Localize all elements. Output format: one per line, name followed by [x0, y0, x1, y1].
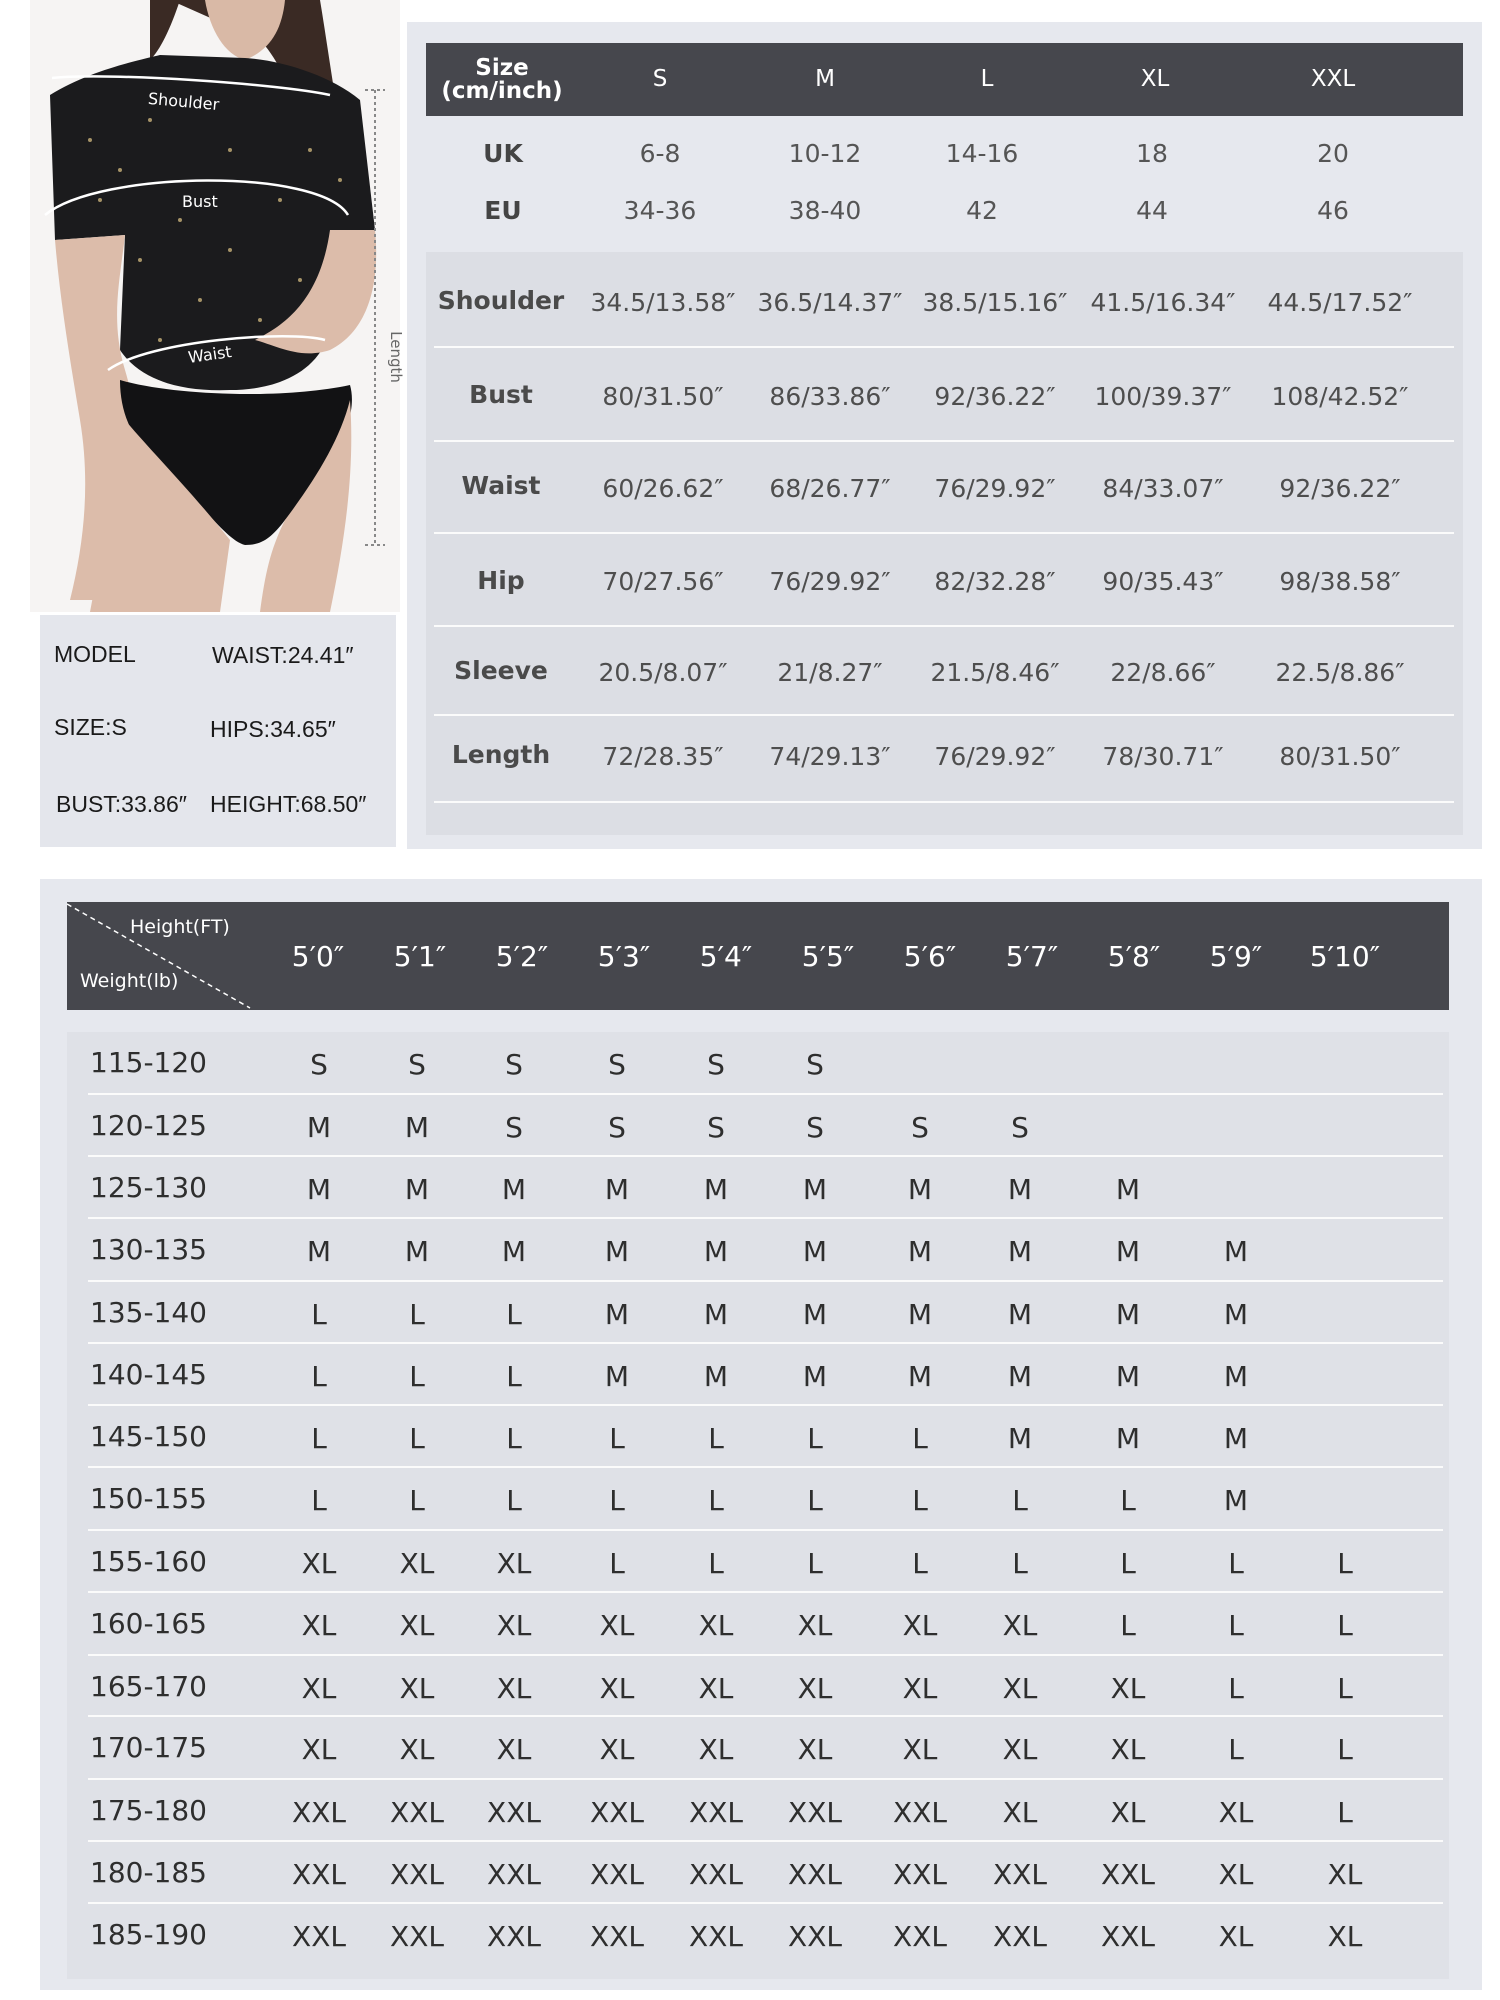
- size-recommendation-cell: M: [404, 1235, 430, 1268]
- size-recommendation-cell: M: [1223, 1422, 1249, 1455]
- size-recommendation-cell: XL: [797, 1733, 833, 1766]
- size-recommendation-cell: XL: [902, 1672, 938, 1705]
- size-col-header: XXL: [1310, 66, 1356, 92]
- size-recommendation-cell: M: [703, 1360, 729, 1393]
- size-recommendation-cell: S: [408, 1048, 426, 1081]
- size-recommendation-cell: XL: [698, 1733, 734, 1766]
- measure-value: 76/29.92″: [769, 567, 891, 596]
- measure-value: 90/35.43″: [1102, 567, 1224, 596]
- size-recommendation-cell: L: [708, 1484, 724, 1517]
- size-recommendation-cell: S: [310, 1048, 328, 1081]
- weight-range-label: 145-150: [90, 1420, 207, 1453]
- size-recommendation-cell: L: [807, 1484, 823, 1517]
- size-recommendation-cell: M: [1115, 1235, 1141, 1268]
- size-recommendation-cell: M: [1223, 1360, 1249, 1393]
- size-recommendation-cell: M: [703, 1235, 729, 1268]
- weight-range-label: 185-190: [90, 1918, 207, 1951]
- size-recommendation-cell: M: [907, 1360, 933, 1393]
- size-recommendation-cell: M: [802, 1235, 828, 1268]
- size-recommendation-cell: S: [707, 1111, 725, 1144]
- size-recommendation-cell: L: [506, 1484, 522, 1517]
- size-recommendation-cell: L: [506, 1360, 522, 1393]
- model-bust: BUST:33.86″: [56, 791, 187, 817]
- size-recommendation-cell: XXL: [390, 1796, 444, 1829]
- row-divider: [88, 1529, 1443, 1531]
- row-divider: [434, 532, 1454, 534]
- size-recommendation-cell: XL: [1002, 1733, 1038, 1766]
- measure-value: 21/8.27″: [777, 658, 883, 687]
- size-recommendation-cell: XXL: [893, 1796, 947, 1829]
- uk-value: 18: [1136, 139, 1168, 168]
- size-recommendation-cell: M: [802, 1360, 828, 1393]
- size-recommendation-cell: XL: [1110, 1733, 1146, 1766]
- size-recommendation-cell: L: [1120, 1484, 1136, 1517]
- size-recommendation-cell: XXL: [993, 1858, 1047, 1891]
- size-recommendation-cell: M: [802, 1173, 828, 1206]
- size-recommendation-cell: L: [1337, 1796, 1353, 1829]
- measure-value: 20.5/8.07″: [598, 658, 728, 687]
- uk-value: 14-16: [945, 139, 1019, 168]
- measure-value: 72/28.35″: [602, 742, 724, 771]
- measure-value: 68/26.77″: [769, 474, 891, 503]
- size-recommendation-cell: M: [1115, 1298, 1141, 1331]
- row-divider: [434, 346, 1454, 348]
- size-recommendation-cell: M: [501, 1235, 527, 1268]
- size-recommendation-cell: L: [708, 1547, 724, 1580]
- size-recommendation-cell: XXL: [292, 1858, 346, 1891]
- size-recommendation-cell: L: [912, 1547, 928, 1580]
- shoulder-label: Shoulder: [147, 88, 220, 115]
- size-recommendation-cell: XL: [1327, 1920, 1363, 1953]
- size-recommendation-cell: XXL: [390, 1858, 444, 1891]
- size-recommendation-cell: XL: [797, 1609, 833, 1642]
- height-col-header: 5′7″: [1005, 939, 1059, 973]
- size-recommendation-cell: S: [505, 1048, 523, 1081]
- size-recommendation-cell: XXL: [487, 1858, 541, 1891]
- size-recommendation-cell: XL: [1110, 1672, 1146, 1705]
- measure-value: 44.5/17.52″: [1267, 288, 1413, 317]
- size-recommendation-cell: XL: [1002, 1672, 1038, 1705]
- size-recommendation-cell: S: [1011, 1111, 1029, 1144]
- size-recommendation-cell: XL: [301, 1733, 337, 1766]
- size-recommendation-cell: XL: [496, 1609, 532, 1642]
- size-recommendation-cell: L: [708, 1422, 724, 1455]
- measure-value: 60/26.62″: [602, 474, 724, 503]
- size-recommendation-cell: L: [311, 1360, 327, 1393]
- weight-range-label: 150-155: [90, 1482, 207, 1515]
- size-recommendation-cell: L: [609, 1422, 625, 1455]
- row-divider: [88, 1840, 1443, 1842]
- measure-value: 21.5/8.46″: [930, 658, 1060, 687]
- size-recommendation-cell: L: [807, 1547, 823, 1580]
- measure-value: 76/29.92″: [934, 742, 1056, 771]
- size-recommendation-cell: M: [1007, 1173, 1033, 1206]
- size-recommendation-cell: XXL: [487, 1796, 541, 1829]
- size-recommendation-cell: L: [1337, 1672, 1353, 1705]
- size-chart-title-line2: (cm/inch): [441, 77, 563, 104]
- size-recommendation-cell: L: [506, 1298, 522, 1331]
- size-recommendation-cell: M: [1223, 1298, 1249, 1331]
- size-recommendation-cell: L: [311, 1484, 327, 1517]
- model-waist: WAIST:24.41″: [212, 642, 354, 668]
- size-recommendation-cell: L: [1228, 1609, 1244, 1642]
- size-recommendation-cell: XL: [902, 1733, 938, 1766]
- bust-label: Bust: [182, 192, 218, 211]
- size-col-header: XL: [1140, 66, 1170, 92]
- measure-value: 98/38.58″: [1279, 567, 1401, 596]
- size-recommendation-cell: M: [1007, 1360, 1033, 1393]
- size-recommendation-cell: XL: [301, 1672, 337, 1705]
- weight-range-label: 115-120: [90, 1046, 207, 1079]
- measure-value: 38.5/15.16″: [922, 288, 1068, 317]
- size-col-header: M: [815, 66, 835, 92]
- size-recommendation-cell: XL: [399, 1547, 435, 1580]
- size-chart-title: [432, 43, 572, 116]
- measure-value: 84/33.07″: [1102, 474, 1224, 503]
- weight-range-label: 165-170: [90, 1670, 207, 1703]
- model-hips: HIPS:34.65″: [210, 716, 336, 742]
- size-recommendation-cell: XXL: [893, 1858, 947, 1891]
- size-recommendation-cell: M: [907, 1298, 933, 1331]
- height-col-header: 5′0″: [291, 939, 345, 973]
- model-figure-illustration: [30, 0, 400, 612]
- size-recommendation-cell: M: [703, 1173, 729, 1206]
- size-recommendation-cell: XXL: [487, 1920, 541, 1953]
- row-divider: [88, 1715, 1443, 1717]
- size-recommendation-cell: XL: [496, 1547, 532, 1580]
- size-recommendation-cell: L: [609, 1547, 625, 1580]
- size-recommendation-cell: XXL: [689, 1858, 743, 1891]
- corner-weight-label: Weight(lb): [80, 970, 179, 992]
- row-divider: [434, 625, 1454, 627]
- size-recommendation-cell: S: [806, 1048, 824, 1081]
- size-recommendation-cell: XL: [1218, 1796, 1254, 1829]
- size-recommendation-cell: L: [1120, 1609, 1136, 1642]
- size-recommendation-cell: XL: [1110, 1796, 1146, 1829]
- size-recommendation-cell: XL: [599, 1733, 635, 1766]
- size-recommendation-cell: L: [311, 1298, 327, 1331]
- row-divider: [88, 1404, 1443, 1406]
- weight-range-label: 155-160: [90, 1545, 207, 1578]
- size-recommendation-cell: M: [1223, 1235, 1249, 1268]
- measure-value: 41.5/16.34″: [1090, 288, 1236, 317]
- height-col-header: 5′6″: [903, 939, 957, 973]
- height-col-header: 5′2″: [495, 939, 549, 973]
- size-recommendation-cell: XL: [1327, 1858, 1363, 1891]
- size-recommendation-cell: M: [1223, 1484, 1249, 1517]
- waist-label: Waist: [186, 342, 233, 367]
- size-recommendation-cell: XXL: [1101, 1858, 1155, 1891]
- size-col-header: L: [980, 66, 994, 92]
- size-recommendation-cell: XXL: [788, 1796, 842, 1829]
- size-recommendation-cell: L: [912, 1422, 928, 1455]
- size-recommendation-cell: L: [1228, 1547, 1244, 1580]
- size-recommendation-cell: L: [1120, 1547, 1136, 1580]
- height-col-header: 5′3″: [597, 939, 651, 973]
- measure-value: 76/29.92″: [934, 474, 1056, 503]
- row-divider: [88, 1591, 1443, 1593]
- measure-value: 92/36.22″: [934, 382, 1056, 411]
- size-recommendation-cell: S: [608, 1048, 626, 1081]
- measure-value: 82/32.28″: [934, 567, 1056, 596]
- size-recommendation-cell: XL: [1002, 1609, 1038, 1642]
- size-recommendation-cell: S: [806, 1111, 824, 1144]
- measure-value: 80/31.50″: [1279, 742, 1401, 771]
- size-recommendation-cell: M: [306, 1111, 332, 1144]
- measure-value: 100/39.37″: [1094, 382, 1232, 411]
- measure-label-hip: Hip: [477, 566, 525, 595]
- size-recommendation-cell: L: [609, 1484, 625, 1517]
- measure-value: 22.5/8.86″: [1275, 658, 1405, 687]
- length-label: Length: [386, 331, 405, 383]
- model-height: HEIGHT:68.50″: [210, 791, 367, 817]
- row-divider: [88, 1902, 1443, 1904]
- eu-value: 34-36: [623, 196, 697, 225]
- size-recommendation-cell: XXL: [689, 1796, 743, 1829]
- measure-value: 22/8.66″: [1110, 658, 1216, 687]
- weight-range-label: 135-140: [90, 1296, 207, 1329]
- weight-range-label: 175-180: [90, 1794, 207, 1827]
- weight-range-label: 160-165: [90, 1607, 207, 1640]
- size-recommendation-cell: XL: [496, 1733, 532, 1766]
- height-col-header: 5′5″: [801, 939, 855, 973]
- size-recommendation-cell: M: [604, 1173, 630, 1206]
- size-recommendation-cell: XXL: [893, 1920, 947, 1953]
- size-recommendation-cell: M: [604, 1360, 630, 1393]
- size-recommendation-cell: XL: [902, 1609, 938, 1642]
- size-recommendation-cell: S: [505, 1111, 523, 1144]
- row-divider: [88, 1654, 1443, 1656]
- size-recommendation-cell: L: [409, 1422, 425, 1455]
- size-recommendation-cell: L: [311, 1422, 327, 1455]
- size-recommendation-cell: L: [807, 1422, 823, 1455]
- size-recommendation-cell: XL: [301, 1547, 337, 1580]
- size-recommendation-cell: M: [501, 1173, 527, 1206]
- measure-value: 78/30.71″: [1102, 742, 1224, 771]
- model-size: SIZE:S: [54, 714, 127, 740]
- measure-label-waist: Waist: [461, 471, 541, 500]
- row-divider: [88, 1778, 1443, 1780]
- size-recommendation-cell: XL: [399, 1733, 435, 1766]
- size-recommendation-cell: L: [506, 1422, 522, 1455]
- size-recommendation-cell: M: [1115, 1173, 1141, 1206]
- row-divider: [434, 440, 1454, 442]
- size-recommendation-cell: XXL: [590, 1920, 644, 1953]
- size-recommendation-cell: XL: [1218, 1858, 1254, 1891]
- size-recommendation-cell: S: [911, 1111, 929, 1144]
- size-recommendation-cell: L: [409, 1360, 425, 1393]
- measure-value: 70/27.56″: [602, 567, 724, 596]
- size-recommendation-cell: S: [707, 1048, 725, 1081]
- eu-value: 38-40: [788, 196, 862, 225]
- size-recommendation-cell: XL: [1002, 1796, 1038, 1829]
- size-recommendation-cell: XL: [496, 1672, 532, 1705]
- size-recommendation-cell: M: [907, 1173, 933, 1206]
- weight-range-label: 140-145: [90, 1358, 207, 1391]
- size-recommendation-cell: L: [1337, 1609, 1353, 1642]
- size-recommendation-cell: XXL: [390, 1920, 444, 1953]
- size-recommendation-cell: M: [802, 1298, 828, 1331]
- size-recommendation-cell: L: [1337, 1733, 1353, 1766]
- row-divider: [88, 1217, 1443, 1219]
- size-recommendation-cell: M: [404, 1173, 430, 1206]
- height-col-header: 5′1″: [393, 939, 447, 973]
- row-divider: [88, 1342, 1443, 1344]
- model-photo: [30, 0, 405, 612]
- uk-label: UK: [483, 139, 523, 168]
- size-recommendation-cell: XXL: [292, 1796, 346, 1829]
- size-recommendation-cell: L: [409, 1298, 425, 1331]
- size-recommendation-cell: L: [1228, 1672, 1244, 1705]
- size-recommendation-cell: XL: [698, 1609, 734, 1642]
- size-recommendation-cell: M: [306, 1173, 332, 1206]
- size-recommendation-cell: M: [604, 1298, 630, 1331]
- size-recommendation-cell: XXL: [1101, 1920, 1155, 1953]
- size-recommendation-cell: XL: [399, 1609, 435, 1642]
- row-divider: [434, 714, 1454, 716]
- size-recommendation-cell: XXL: [590, 1796, 644, 1829]
- uk-value: 10-12: [788, 139, 862, 168]
- size-recommendation-cell: XXL: [590, 1858, 644, 1891]
- size-recommendation-cell: XXL: [993, 1920, 1047, 1953]
- weight-range-label: 180-185: [90, 1856, 207, 1889]
- weight-range-label: 170-175: [90, 1731, 207, 1764]
- size-recommendation-cell: M: [404, 1111, 430, 1144]
- eu-value: 46: [1317, 196, 1349, 225]
- weight-range-label: 120-125: [90, 1109, 207, 1142]
- size-recommendation-cell: XL: [399, 1672, 435, 1705]
- measure-label-bust: Bust: [469, 380, 533, 409]
- height-col-header: 5′10″: [1309, 939, 1381, 973]
- row-divider: [88, 1093, 1443, 1095]
- uk-value: 20: [1317, 139, 1349, 168]
- size-recommendation-cell: L: [1228, 1733, 1244, 1766]
- measure-label-shoulder: Shoulder: [437, 286, 565, 315]
- size-recommendation-cell: S: [608, 1111, 626, 1144]
- size-col-header: S: [652, 66, 668, 92]
- size-recommendation-cell: L: [1337, 1547, 1353, 1580]
- size-recommendation-cell: XL: [599, 1609, 635, 1642]
- size-recommendation-cell: M: [1007, 1235, 1033, 1268]
- row-divider: [88, 1466, 1443, 1468]
- height-col-header: 5′4″: [699, 939, 753, 973]
- size-chart-title-line1: Size: [475, 54, 529, 81]
- measure-value: 74/29.13″: [769, 742, 891, 771]
- measure-value: 36.5/14.37″: [757, 288, 903, 317]
- row-divider: [88, 1155, 1443, 1157]
- size-recommendation-cell: M: [306, 1235, 332, 1268]
- size-recommendation-cell: XL: [599, 1672, 635, 1705]
- size-recommendation-cell: M: [604, 1235, 630, 1268]
- weight-range-label: 125-130: [90, 1171, 207, 1204]
- measure-label-length: Length: [451, 740, 551, 769]
- size-recommendation-cell: XXL: [292, 1920, 346, 1953]
- model-title: MODEL: [54, 641, 136, 667]
- height-col-header: 5′8″: [1107, 939, 1161, 973]
- size-recommendation-cell: L: [912, 1484, 928, 1517]
- row-divider: [88, 1280, 1443, 1282]
- size-recommendation-cell: XXL: [788, 1858, 842, 1891]
- measure-value: 108/42.52″: [1271, 382, 1409, 411]
- uk-value: 6-8: [639, 139, 681, 168]
- size-recommendation-cell: L: [1012, 1547, 1028, 1580]
- size-recommendation-cell: L: [409, 1484, 425, 1517]
- size-recommendation-cell: XL: [1218, 1920, 1254, 1953]
- size-recommendation-cell: XL: [301, 1609, 337, 1642]
- size-recommendation-cell: M: [1115, 1360, 1141, 1393]
- corner-height-label: Height(FT): [130, 916, 230, 938]
- size-recommendation-cell: M: [1115, 1422, 1141, 1455]
- eu-value: 44: [1136, 196, 1168, 225]
- size-recommendation-cell: L: [1012, 1484, 1028, 1517]
- size-recommendation-cell: XL: [698, 1672, 734, 1705]
- measure-value: 34.5/13.58″: [590, 288, 736, 317]
- row-divider: [434, 801, 1454, 803]
- size-recommendation-cell: XL: [797, 1672, 833, 1705]
- measure-value: 86/33.86″: [769, 382, 891, 411]
- size-recommendation-cell: M: [703, 1298, 729, 1331]
- eu-value: 42: [966, 196, 998, 225]
- measure-value: 80/31.50″: [602, 382, 724, 411]
- size-recommendation-cell: XXL: [788, 1920, 842, 1953]
- measure-value: 92/36.22″: [1279, 474, 1401, 503]
- weight-range-label: 130-135: [90, 1233, 207, 1266]
- size-recommendation-cell: M: [1007, 1422, 1033, 1455]
- measure-label-sleeve: Sleeve: [454, 656, 548, 685]
- size-recommendation-cell: XXL: [689, 1920, 743, 1953]
- eu-label: EU: [484, 196, 522, 225]
- size-recommendation-cell: M: [907, 1235, 933, 1268]
- height-col-header: 5′9″: [1209, 939, 1263, 973]
- size-recommendation-cell: M: [1007, 1298, 1033, 1331]
